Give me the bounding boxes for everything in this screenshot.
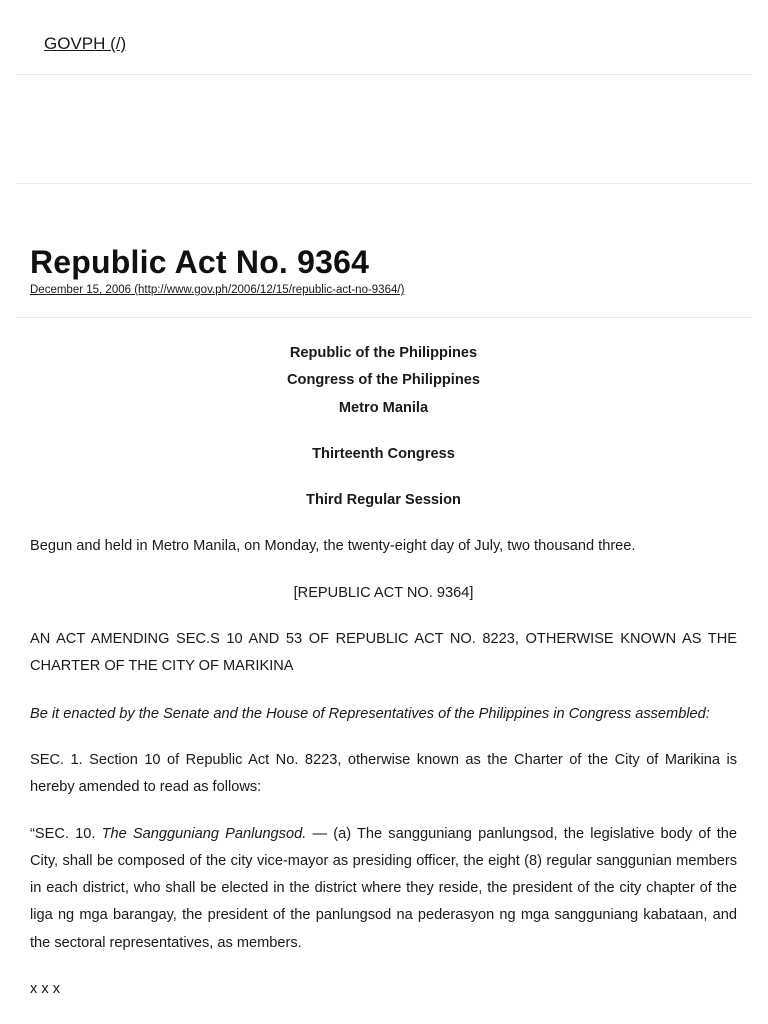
heading-metro-manila: Metro Manila <box>338 399 429 416</box>
article-header <box>16 184 752 318</box>
section-10-text: — (a) The sangguniang panlungsod, the legislative body of the City, shall be composed of the city vice-mayor as presiding officer, the eight (8) regular sanggunian members in each district, who shall be elected in the district where they reside, the president of the city chapter of the liga ng mga barangay, the president of the panlungsod na pederasyon ng mga sangguniang kabataan, and the sectoral representatives, as members. <box>30 825 737 951</box>
section-1-paragraph: SEC. 1. Section 10 of Republic Act No. 8223, otherwise known as the Charter of the City of Marikina is hereby amended to read as follows: <box>30 751 737 796</box>
section-10-prefix: “SEC. 10. <box>30 825 102 842</box>
banner-area <box>16 75 752 184</box>
govph-home-link[interactable]: GOVPH (/) <box>44 34 127 53</box>
section-10-heading: The Sangguniang Panlungsod. <box>101 825 307 842</box>
article-content <box>30 340 737 1003</box>
page-title: Republic Act No. 9364 <box>30 244 370 280</box>
heading-republic: Republic of the Philippines <box>289 345 478 361</box>
session-label: Third Regular Session <box>306 492 461 509</box>
act-number: [REPUBLIC ACT NO. 9364] <box>293 584 474 601</box>
enacting-clause: Be it enacted by the Senate and the House of Representatives of the Philippines in Congress assembled: <box>30 705 710 722</box>
heading-congress: Congress of the Philippines <box>287 372 480 389</box>
begun-paragraph: Begun and held in Metro Manila, on Monday, the twenty-eight day of July, two thousand three. <box>30 538 636 555</box>
ellipsis-marker: x x x <box>30 981 60 998</box>
section-10-paragraph <box>30 821 737 957</box>
congress-label: Thirteenth Congress <box>312 445 455 462</box>
article-date-link[interactable]: December 15, 2006 (http://www.gov.ph/2006/12/15/republic-act-no-9364/) <box>30 284 405 296</box>
top-navigation-bar <box>16 0 752 75</box>
act-title: AN ACT AMENDING SEC.S 10 AND 53 OF REPUBLIC ACT NO. 8223, OTHERWISE KNOWN AS THE CHARTER OF THE CITY OF MARIKINA <box>30 631 737 675</box>
